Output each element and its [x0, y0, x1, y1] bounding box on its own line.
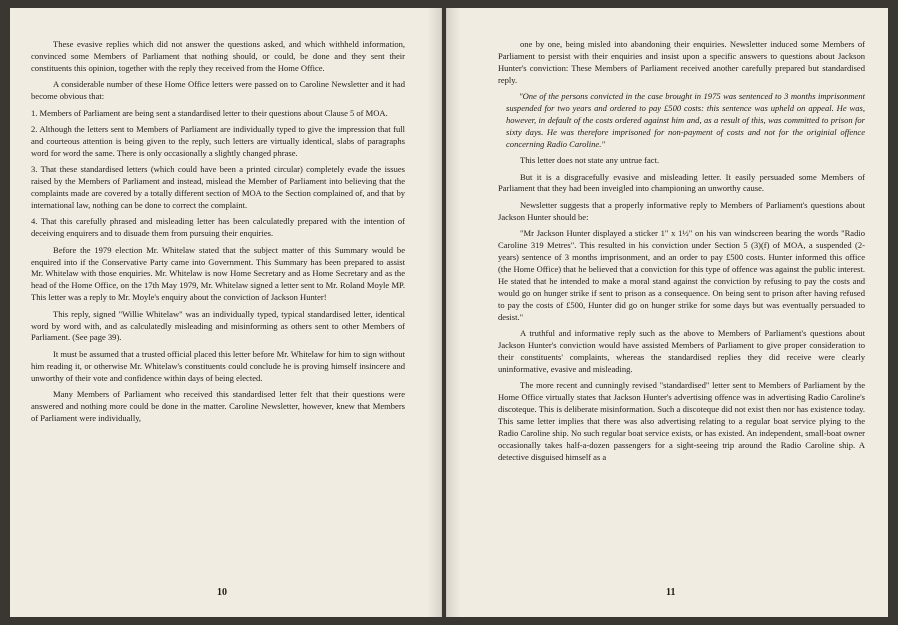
numbered-point: 2. Although the letters sent to Members of Parliament are individually typed to give the impression that full and courteous attention is being given to the reply, such letters are virtually identical, slabs of paragraphs word for word the same. There is only occasionally a slightly changed phrase.: [31, 123, 405, 158]
paragraph: one by one, being misled into abandoning their enquiries. Newsletter induced some Members of Parliament to persist with their enquiries and insist upon a specific answers to questions about Jackson Hunter's conviction: These Members of Parliament received another carefully prepared but standardised reply.: [498, 39, 865, 85]
paragraph: But it is a disgracefully evasive and misleading letter. It easily persuaded some Members of Parliament that they had been inveigled into championing an unworthy cause.: [498, 171, 865, 194]
paragraph: This reply, signed "Willie Whitelaw" was an individually typed, typical standardised letter, identical word by word with, and as calculatedly misleading and misinforming as others sent to other Members of Parliament. (See page 39).: [31, 308, 405, 343]
paragraph: These evasive replies which did not answer the questions asked, and which withheld information, convinced some Members of Parliament that nothing should, or could, be done and they sent their constituents this opinion, together with the reply they received from the Home Office.: [31, 39, 405, 73]
page-number: 10: [217, 587, 227, 598]
left-page: [10, 8, 442, 617]
suggested-reply: "Mr Jackson Hunter displayed a sticker 1" x 1½" on his van windscreen bearing the words "Radio Caroline 319 Metres". This resulted in his conviction under Section 5 (3)(f) of MOA, a suspended (2-years) sentence of 3 months imprisonment, and an order to pay £500 costs. Hunter informed this office (the Home Office) that he believed that a conviction for this type of offence was against the public interest. He stated that he intended to make a moral stand against the conviction by refusing to pay the costs and would go on hunger strike if sent to prison as a consequence. On being sent to prison after having refused to pay the costs of £500, Hunter did go on hunger strike for some days but was eventually persuaded to desist.": [498, 228, 865, 322]
page-number: 11: [666, 587, 676, 598]
numbered-point: 3. That these standardised letters (which could have been a printed circular) completely evade the issues raised by the Members of Parliament and instead, mislead the Member of Parliament into believing that the complaints made are covered by a totally different section of MOA to the Section complained of, and that by international law, nothing can be done to correct the complaint.: [31, 164, 405, 210]
paragraph: Many Members of Parliament who received this standardised letter felt that their questions were answered and nothing more could be done in the matter. Caroline Newsletter, however, knew that Members of Parliament were individually,: [31, 389, 405, 423]
paragraph: Before the 1979 election Mr. Whitelaw stated that the subject matter of this Summary would be enquired into if the Conservative Party came into Government. This Summary has been prepared to assist Mr. Whitelaw with those enquiries. Mr. Whitelaw is now Home Secretary and as Home Secretary and as the head of the Home Office, on the 17th May 1979, Mr. Whitelaw signed a letter sent to Mr. Roland Moyle MP. This letter was a reply to Mr. Moyle's enquiry about the conviction of Jackson Hunter!: [31, 244, 405, 303]
numbered-point: 1. Members of Parliament are being sent a standardised letter to their questions about Clause 5 of MOA.: [31, 107, 388, 118]
numbered-point: 4. That this carefully phrased and misleading letter has been calculatedly prepared with the intention of deceiving enquirers and to disuade them from pursuing their enquiries.: [31, 216, 405, 239]
left-page-text: [31, 39, 405, 429]
gutter-shadow: [447, 8, 461, 617]
paragraph: The more recent and cunningly revised "standardised" letter sent to Members of Parliament by the Home Office virtually states that Jackson Hunter's advertising offence was in advertising Radio Caroline's discoteque. This is deliberate misinformation. Such a discoteque did not exist then nor has existence today. This same letter implies that there was also advertising relating to a regular boat service plying to the Radio Caroline ship. No such regular boat service exists, or has existed. An independent, small-boat owner occasionally takes half-a-dozen passengers for a sight-seeing trip around the Radio Caroline ship. A detective disguised himself as a: [498, 380, 865, 462]
paragraph: It must be assumed that a trusted official placed this letter before Mr. Whitelaw for him to sign without him reading it, or otherwise Mr. Whitelaw's constituents could conclude he is proving himself insincere and unworthy of their vote and confidence within days of being elected.: [31, 348, 405, 383]
right-page-text: [498, 39, 865, 468]
paragraph: A considerable number of these Home Office letters were passed on to Caroline Newsletter and it had become obvious that:: [31, 79, 405, 102]
right-page: [446, 8, 888, 617]
quoted-letter: "One of the persons convicted in the case brought in 1975 was sentenced to 3 months imprisonment suspended for two years and ordered to pay £500 costs: this sentence was upheld on appeal. He was, however, in default of the costs ordered against him and, as a result of this, was committed to prison for sixty days. He was therefore imprisoned for non-payment of costs and not for the originial offence concerning Radio Caroline.": [506, 91, 865, 149]
paragraph: This letter does not state any untrue fact.: [520, 155, 660, 166]
gutter-shadow: [427, 8, 441, 617]
paragraph: Newsletter suggests that a properly informative reply to Members of Parliament's questions about Jackson Hunter should be:: [498, 199, 865, 222]
paragraph: A truthful and informative reply such as the above to Members of Parliament's questions about Jackson Hunter's conviction would have assisted Members of Parliament to give proper consideration to their constituents' complaints, whereas the standardised replies they did receive were clearly uninformative, evasive and misleading.: [498, 327, 865, 374]
